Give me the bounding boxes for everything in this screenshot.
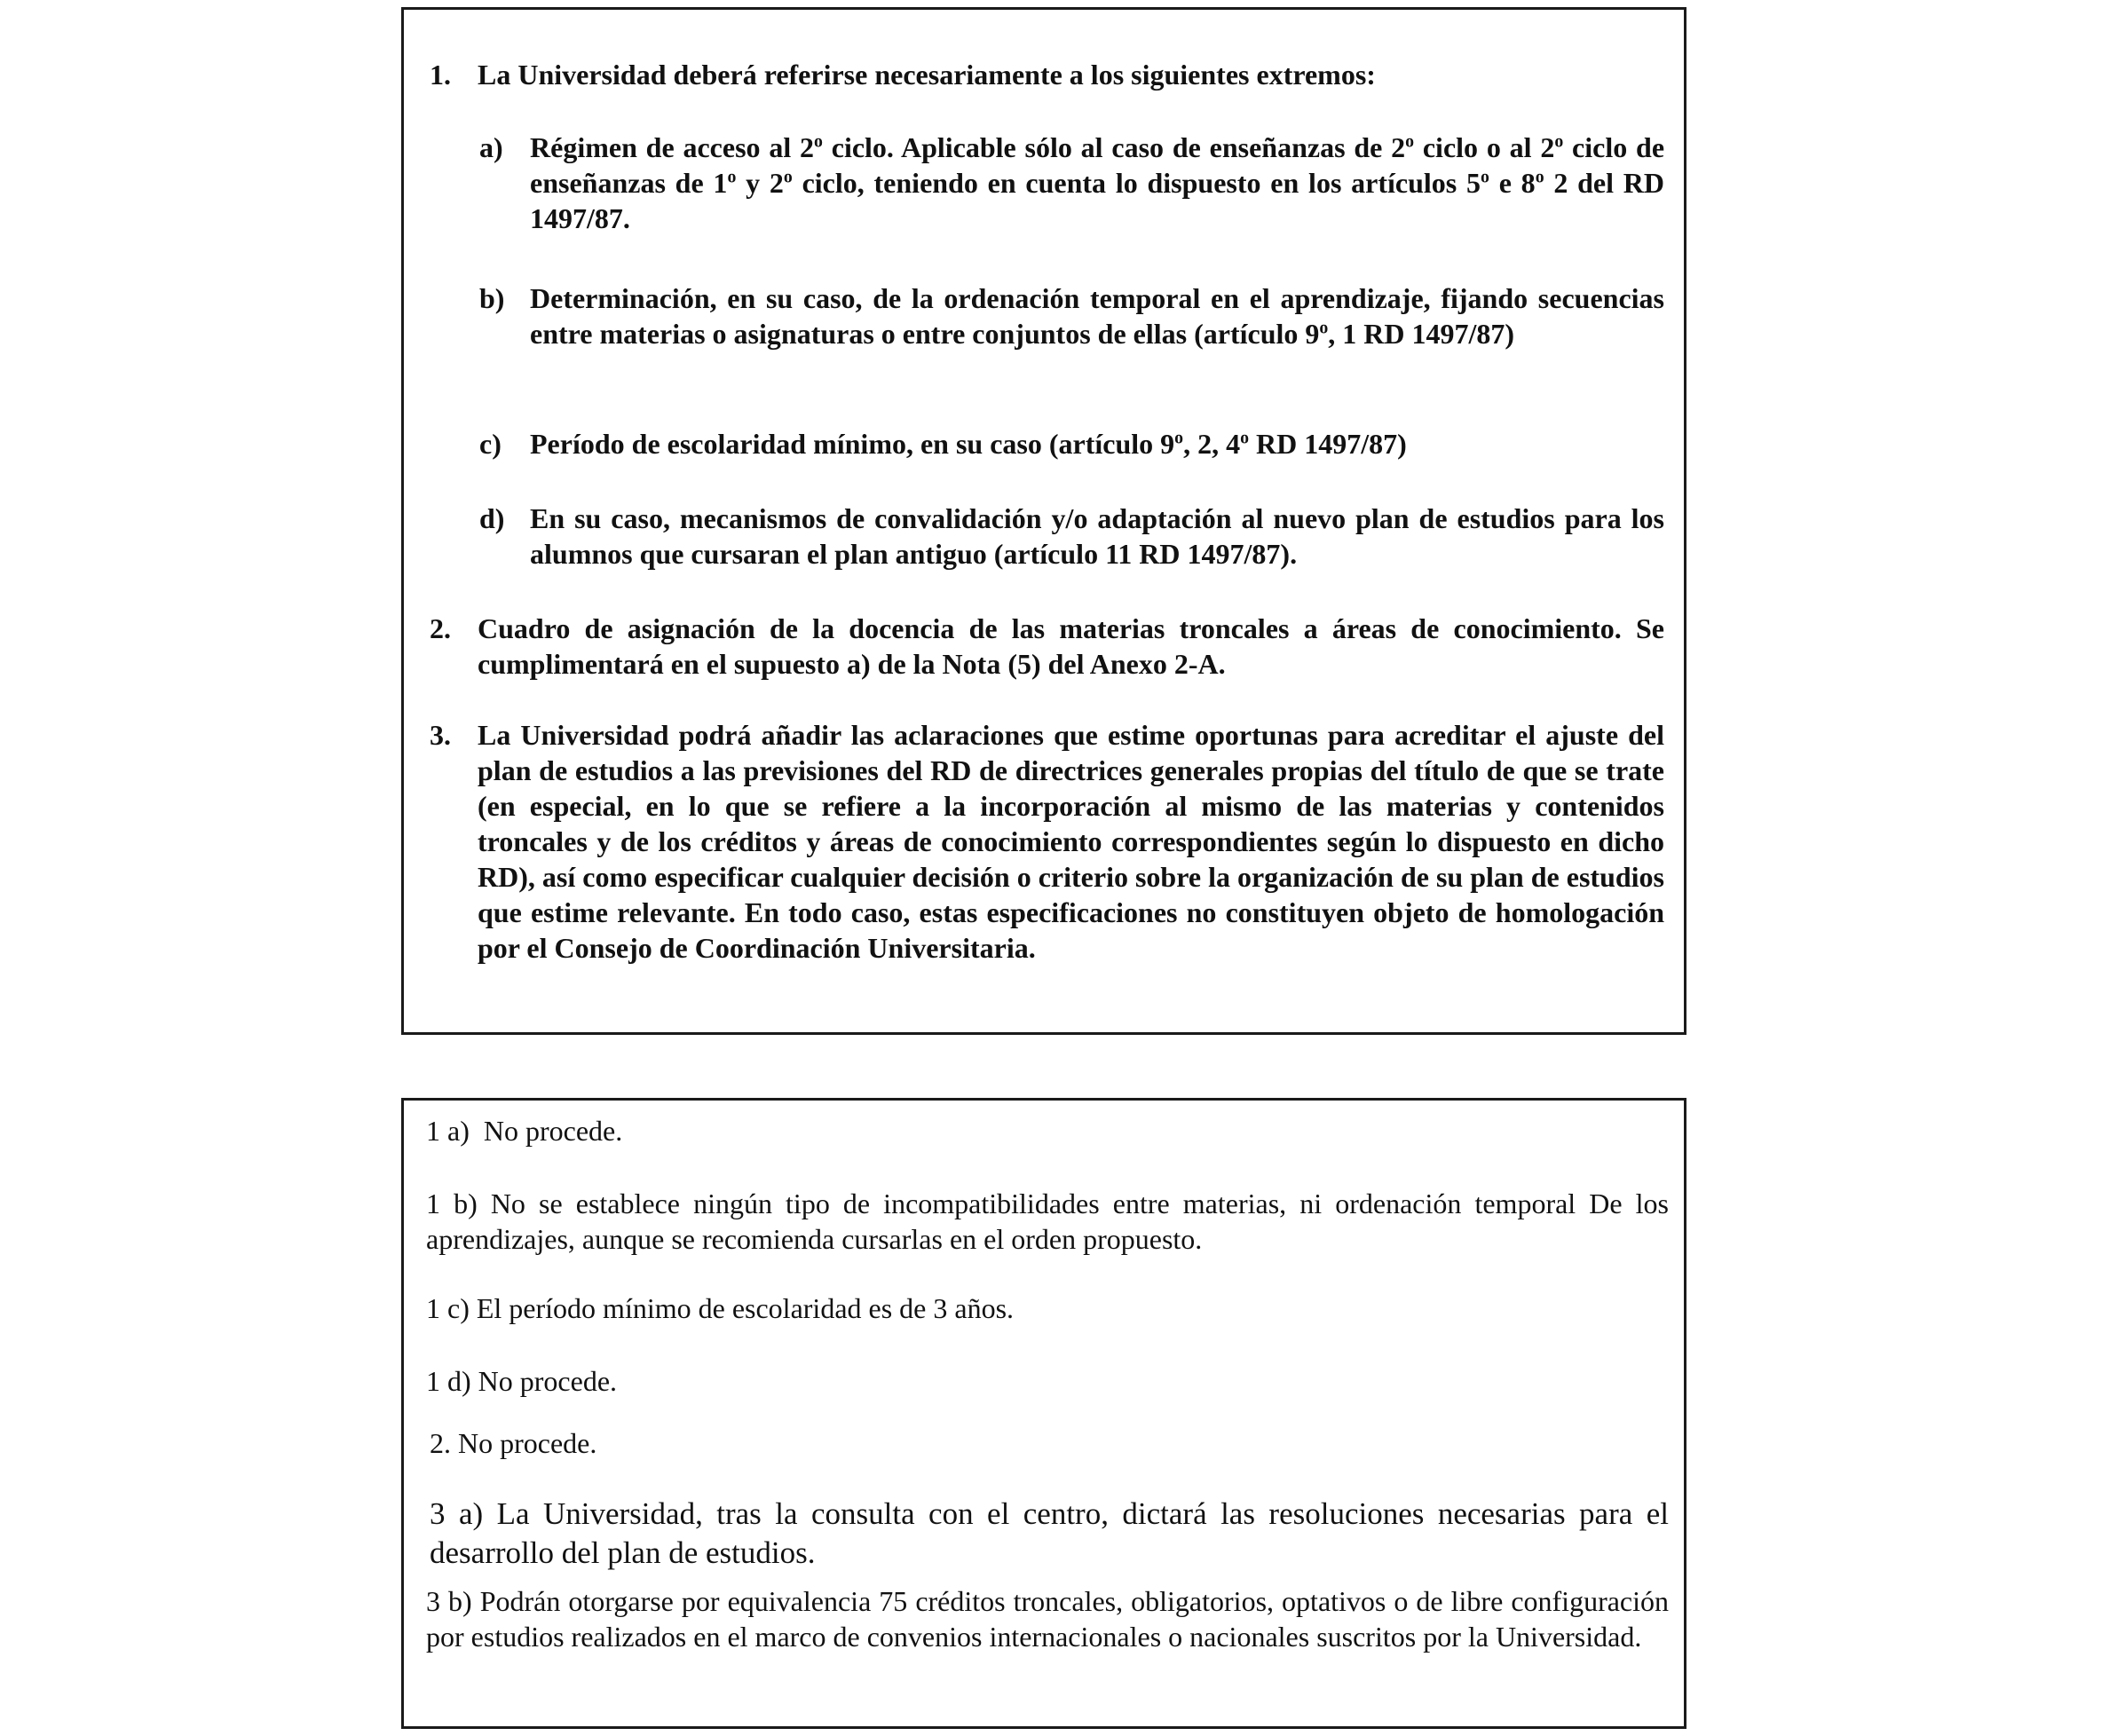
response-1a-label: 1 a) bbox=[426, 1115, 470, 1147]
item-3-number: 3. bbox=[430, 719, 451, 751]
item-1c-marker: c) bbox=[479, 428, 502, 460]
response-3b-text: Podrán otorgarse por equivalencia 75 créditos troncales, obligatorios, optativos o de libre configuración por estudios realizados en el marco de convenios internacionales o nacionales suscritos por la Universidad. bbox=[426, 1585, 1670, 1653]
response-3b bbox=[426, 1583, 1669, 1654]
response-3a-label: 3 a) bbox=[430, 1496, 484, 1531]
response-1c-text: El período mínimo de escolaridad es de 3 años. bbox=[476, 1292, 1015, 1324]
item-2-text: Cuadro de asignación de la docencia de las materias troncales a áreas de conocimiento. Se cumplimentará en el supuesto a) de la Nota (5) del Anexo 2-A. bbox=[478, 612, 1664, 680]
item-1d-text: En su caso, mecanismos de convalidación y/o adaptación al nuevo plan de estudios para los alumnos que cursaran el plan antiguo (artículo 11 RD 1497/87). bbox=[530, 502, 1664, 570]
response-3a bbox=[430, 1495, 1669, 1573]
item-1a-text: Régimen de acceso al 2$^o$ ciclo. Aplicable sólo al caso de enseñanzas de 2$^o$ ciclo o al 2$^o$ ciclo de enseñanzas de 1$^o$ y 2$^o$ ciclo, teniendo en cuenta lo dispuesto en los artículos 5$^o$ e 8$^o$ 2 del RD 1497/87. bbox=[530, 131, 1665, 234]
response-3b-label: 3 b) bbox=[426, 1585, 472, 1617]
item-1c-text: Período de escolaridad mínimo, en su caso (artículo 9$^o$, 2, 4$^o$ RD 1497/87) bbox=[530, 428, 1407, 460]
response-1a-text: No procede. bbox=[483, 1115, 623, 1147]
response-1b-text: No se establece ningún tipo de incompatibilidades entre materias, ni ordenación temporal De los aprendizajes, aunque se recomienda cursarlas en el orden propuesto. bbox=[426, 1188, 1669, 1255]
item-2-number: 2. bbox=[430, 612, 451, 644]
item-1a-marker: a) bbox=[479, 131, 503, 163]
response-1c bbox=[426, 1290, 1669, 1326]
response-1d-label: 1 d) bbox=[426, 1365, 471, 1397]
response-1d bbox=[426, 1363, 1669, 1399]
item-1-number: 1. bbox=[430, 59, 451, 91]
response-1b-label: 1 b) bbox=[426, 1188, 478, 1219]
item-1b-marker: b) bbox=[479, 282, 505, 314]
item-1-text: La Universidad deberá referirse necesariamente a los siguientes extremos: bbox=[478, 59, 1376, 91]
response-2-label: 2. bbox=[430, 1427, 451, 1459]
response-2-text: No procede. bbox=[458, 1427, 597, 1459]
response-1d-text: No procede. bbox=[478, 1365, 618, 1397]
response-1c-label: 1 c) bbox=[426, 1292, 470, 1324]
response-3a-text: La Universidad, tras la consulta con el centro, dictará las resoluciones necesarias para el desarrollo del plan de estudios. bbox=[430, 1496, 1669, 1570]
response-1a bbox=[426, 1113, 1669, 1148]
item-3-text: La Universidad podrá añadir las aclaraciones que estime oportunas para acreditar el ajuste del plan de estudios a las previsiones del RD de directrices generales propias del título de que se trate (en especial, en lo que se refiere a la incorporación al mismo de las materias y contenidos troncales y de los créditos y áreas de conocimiento correspondientes según lo dispuesto en dicho RD), así como especificar cualquier decisión o criterio sobre la organización de su plan de estudios que estime relevante. En todo caso, estas especificaciones no constituyen objeto de homologación por el Consejo de Coordinación Universitaria. bbox=[478, 719, 1664, 964]
item-1b-text: Determinación, en su caso, de la ordenación temporal en el aprendizaje, fijando secuencias entre materias o asignaturas o entre conjuntos de ellas (artículo 9$^o$, 1 RD 1497/87) bbox=[530, 282, 1664, 350]
item-1d-marker: d) bbox=[479, 502, 505, 534]
response-2 bbox=[430, 1425, 1672, 1461]
response-1b bbox=[426, 1186, 1669, 1257]
